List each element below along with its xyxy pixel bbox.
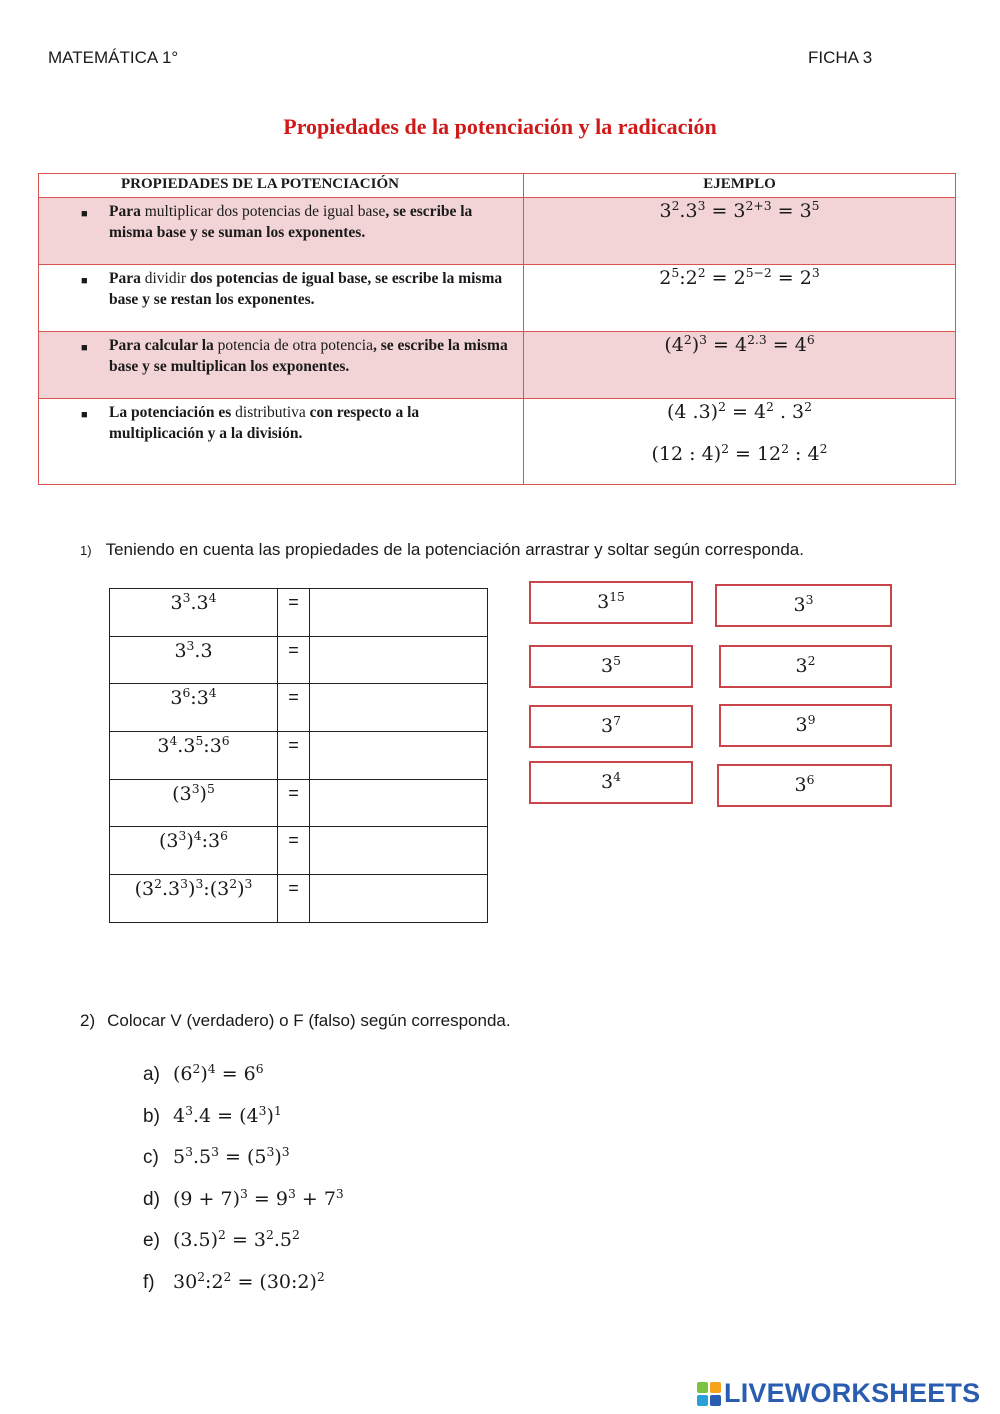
draggable-answer-chip[interactable]: $3^6$ [717, 764, 892, 807]
true-false-item[interactable] [143, 1146, 344, 1188]
bullet-square-icon: ■ [81, 409, 88, 421]
expression-cell: $(3^2.3^3)^3:(3^2)^3$ [110, 875, 278, 923]
properties-column-header: PROPIEDADES DE LA POTENCIACIÓN [39, 174, 524, 198]
equals-sign: = [278, 589, 310, 637]
true-false-item[interactable] [143, 1188, 344, 1230]
drop-target[interactable] [310, 732, 488, 780]
item-expression: $4^3.4 = (4^3)^1$ [173, 1103, 282, 1127]
property-text: Para dividir dos potencias de igual base, se escribe la misma base y se restan los exponentes. [109, 270, 503, 308]
drop-row [110, 827, 488, 875]
drop-row [110, 589, 488, 637]
worksheet-number: FICHA 3 [808, 48, 873, 67]
drop-target[interactable] [310, 779, 488, 827]
example-cell [524, 399, 956, 485]
property-text: Para multiplicar dos potencias de igual base, se escribe la misma base y se suman los exponentes. [109, 203, 473, 241]
item-letter: f) [143, 1271, 155, 1293]
property-row [39, 265, 956, 332]
item-expression: $(3.5)^2 = 3^2.5^2$ [173, 1228, 300, 1251]
question-number: 1) [80, 543, 92, 558]
draggable-answer-chip[interactable]: $3^9$ [719, 704, 892, 747]
question-text: Colocar V (verdadero) o F (falso) según corresponda. [107, 1011, 511, 1030]
true-false-item[interactable] [143, 1063, 344, 1105]
drop-table [109, 588, 488, 923]
drop-row [110, 684, 488, 732]
example-line: (4 $.3)^2 = 4^2$ . $3^2$ [667, 400, 812, 423]
liveworksheets-logo [697, 1378, 980, 1409]
page-title: Propiedades de la potenciación y la radicación [283, 114, 717, 139]
property-text: La potenciación es distributiva con respecto a la multiplicación y a la división. [109, 404, 420, 442]
logo-grid-icon [697, 1382, 721, 1406]
property-row [39, 332, 956, 399]
drop-row [110, 875, 488, 923]
question-text: Teniendo en cuenta las propiedades de la potenciación arrastrar y soltar según corresponda. [105, 540, 804, 559]
item-letter: b) [143, 1105, 160, 1127]
subject-label: MATEMÁTICA 1° [48, 48, 179, 67]
true-false-item[interactable] [143, 1271, 344, 1313]
bullet-square-icon: ■ [81, 275, 88, 287]
example-line: (12 : $4)^2 = 12^2$ : $4^2$ [651, 442, 828, 465]
item-expression: $30^2:2^2$ = (30:2)$^2$ [173, 1269, 325, 1293]
bullet-square-icon: ■ [81, 342, 88, 354]
true-false-item[interactable] [143, 1229, 344, 1271]
properties-header-row [39, 174, 956, 198]
draggable-answer-chip[interactable]: $3^7$ [529, 705, 693, 748]
drop-row [110, 636, 488, 684]
true-false-list [143, 1063, 344, 1312]
item-expression: $5^3.5^3 = (5^3)^3$ [173, 1145, 290, 1168]
example-cell: $2^5:2^2 = 2^{5-2} = 2^3$ [524, 265, 956, 332]
example-column-header: EJEMPLO [524, 174, 956, 198]
properties-table [38, 173, 956, 485]
equals-sign: = [278, 779, 310, 827]
item-expression: $(9 + 7)^3 = 9^3 + 7^3$ [173, 1186, 344, 1210]
true-false-item[interactable] [143, 1105, 344, 1147]
drop-target[interactable] [310, 589, 488, 637]
drop-target[interactable] [310, 636, 488, 684]
property-text: Para calcular la potencia de otra potencia, se escribe la misma base y se multiplican los exponentes. [109, 337, 508, 375]
drop-row [110, 779, 488, 827]
equals-sign: = [278, 732, 310, 780]
property-cell [39, 198, 524, 265]
property-cell [39, 399, 524, 485]
property-row [39, 399, 956, 485]
drop-target[interactable] [310, 684, 488, 732]
question-2-prompt [80, 1011, 511, 1031]
expression-cell: $3^6:3^4$ [110, 684, 278, 732]
item-letter: c) [143, 1147, 159, 1168]
property-row [39, 198, 956, 265]
equals-sign: = [278, 684, 310, 732]
expression-cell: $3^3.3^4$ [110, 589, 278, 637]
question-1-prompt [80, 540, 804, 560]
expression-cell: $(3^3)^5$ [110, 779, 278, 827]
item-letter: e) [143, 1230, 160, 1251]
example-cell: $3^2.3^3 = 3^{2+3} = 3^5$ [524, 198, 956, 265]
draggable-answer-chip[interactable]: $3^{15}$ [529, 581, 693, 624]
expression-cell: $(3^3)^4:3^6$ [110, 827, 278, 875]
draggable-answer-chip[interactable]: $3^3$ [715, 584, 892, 627]
equals-sign: = [278, 875, 310, 923]
example-cell: $(4^2)^3 = 4^{2.3} = 4^6$ [524, 332, 956, 399]
logo-text: LIVEWORKSHEETS [724, 1378, 981, 1408]
expression-cell: $3^3.3$ [110, 636, 278, 684]
question-number: 2) [80, 1011, 96, 1030]
property-cell [39, 332, 524, 399]
draggable-answer-chip[interactable]: $3^2$ [719, 645, 892, 688]
property-cell [39, 265, 524, 332]
item-letter: d) [143, 1188, 160, 1210]
expression-cell: $3^4.3^5:3^6$ [110, 732, 278, 780]
drop-target[interactable] [310, 827, 488, 875]
draggable-answer-chip[interactable]: $3^5$ [529, 645, 693, 688]
draggable-answer-chip[interactable]: $3^4$ [529, 761, 693, 804]
drop-target[interactable] [310, 875, 488, 923]
item-expression: $(6^2)^4 = 6^6$ [173, 1062, 264, 1085]
equals-sign: = [278, 636, 310, 684]
item-letter: a) [143, 1064, 160, 1085]
equals-sign: = [278, 827, 310, 875]
drop-row [110, 732, 488, 780]
bullet-square-icon: ■ [81, 208, 88, 220]
